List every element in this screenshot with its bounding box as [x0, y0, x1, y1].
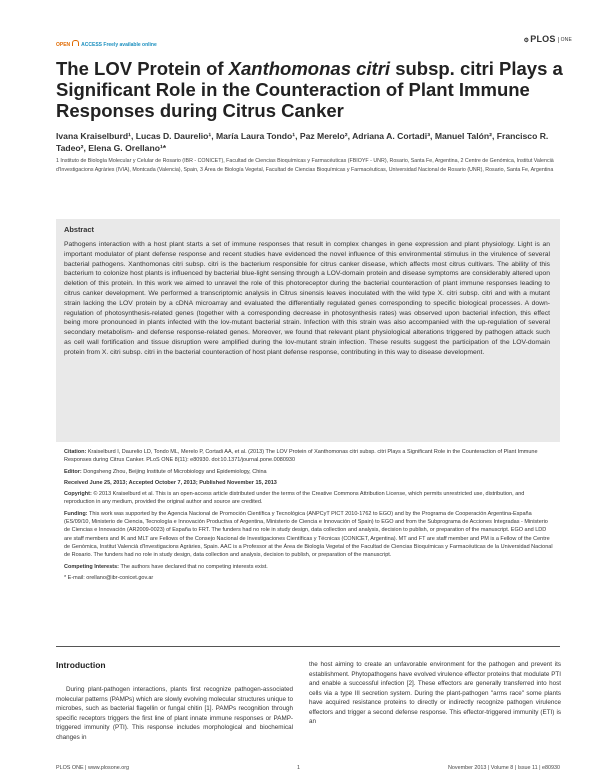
logo-text: PLOS — [530, 34, 556, 44]
author-list: Ivana Kraiselburd¹, Lucas D. Daurelio¹, María Laura Tondo¹, Paz Merelo², Adriana A. Cortadi³, Manuel Talón², Francisco R. Tadeo², Elena G. Orellano¹* — [56, 131, 549, 153]
page-number: 1 — [297, 765, 300, 771]
dates — [64, 479, 554, 487]
title-italic: Xanthomonas citri — [228, 58, 391, 79]
editor-label: Editor: — [64, 468, 82, 475]
competing-label: Competing Interests: — [64, 563, 120, 570]
email[interactable]: * E-mail: orellano@ibr-conicet.gov.ar — [64, 574, 154, 581]
open-access-label: OPEN — [56, 42, 71, 48]
logo-suffix: ONE — [558, 37, 572, 43]
title-part1: The LOV Protein of — [56, 58, 229, 79]
introduction-heading: Introduction — [56, 660, 106, 670]
funding — [64, 510, 554, 560]
plos-one-logo — [524, 34, 572, 44]
article-title — [56, 58, 576, 121]
section-divider — [56, 646, 560, 647]
funding-text: This work was supported by the Agencia Nacional de Promoción Científica y Tecnológica (ANPCyT PICT 2010-1762 to EGO) and by the Programa de Cooperación Argentina-España (ES/09/10, Ministerio de Ciencia, Tecnología e Innovación Productiva of Argentina, Ministerio de Ciencia e Innovación of Spain) to EGO and from the Subprograma de Acciones Integradas - Ministerio de Ciencias e Innovación (AR2009-0023) of España to FRT. The funders had no role in study design, data collection and analysis, decision to publish, or preparation of the manuscript. EGO and LDD are staff members and IK and MLT are Fellows of the Consejo Nacional de Investigaciones Científicas y Técnicas (CONICET, Argentina). MT and FT are staff member and PM is a Fellow of the Centre de Genòmica, Institut Valencià d'Investigacions Agràries, Spain. AAC is a Professor at the Área de Biología Vegetal of the Facultad de Ciencias Bioquímicas y Farmacéuticas de la Universidad Nacional de Rosario. The funders had no role in study design, data collection and analysis, decision to publish, or preparation of the manuscript. — [64, 510, 553, 559]
citation-text: Kraiselburd I, Daurelio LD, Tondo ML, Merelo P, Cortadi AA, et al. (2013) The LOV Protein of Xanthomonas citri subsp. citri Plays a Significant Role in the Counteraction of Plant Immune Responses during Citrus Canker. PLoS ONE 8(11): e80930. doi:10.1371/journal.pone.0080930 — [64, 449, 538, 464]
citation — [64, 448, 554, 465]
editor-text: Dongsheng Zhou, Beijing Institute of Microbiology and Epidemiology, China — [81, 468, 267, 475]
article-metadata — [64, 448, 554, 585]
copyright-text: © 2013 Kraiselburd et al. This is an open-access article distributed under the terms of the Creative Commons Attribution License, which permits unrestricted use, distribution, and reproduction in any medium, provided the original author and source are credited. — [64, 491, 525, 506]
open-access-banner — [56, 40, 157, 48]
editor — [64, 468, 554, 476]
open-lock-icon — [72, 40, 79, 46]
dates-text: Received June 25, 2013; Accepted October 7, 2013; Published November 15, 2013 — [64, 479, 277, 486]
footer-issue: November 2013 | Volume 8 | Issue 11 | e80930 — [448, 765, 560, 771]
citation-label: Citation: — [64, 449, 87, 455]
copyright — [64, 490, 554, 507]
abstract-heading: Abstract — [64, 225, 94, 234]
competing-text: The authors have declared that no competing interests exist. — [119, 563, 268, 570]
plos-mark-icon: ⚙ — [523, 38, 530, 44]
competing-interests — [64, 563, 554, 571]
freely-available-label: ACCESS Freely available online — [81, 42, 157, 48]
intro-column-2: the host aiming to create an unfavorable environment for the pathogen and prevent its establishment. Phytopathogens have evolved virulence effector proteins that modulate PTI and enable a successful infection [2]. These effectors are generally transferred into host cells via a type III secretion system. During the plant-pathogen "arms race" some plants have acquired resistance proteins to directly or indirectly recognize pathogen virulence effectors and trigger a second defense response. This effector-triggered immunity (ETI) is an — [309, 661, 561, 725]
abstract-text: Pathogens interaction with a host plant starts a set of immune responses that result in complex changes in gene expression and plant physiology. Light is an important modulator of plant defense response and recent studies have evidenced the novel influence of this environmental stimulus in the virulence of several bacterial pathogens. Xanthomonas citri subsp. citri is the bacterium responsible for citrus canker disease, which affects most citrus cultivars. The ability of this bacterium to colonize host plants is influenced by bacterial blue-light sensing through a LOV-domain protein and disease symptoms are considerably altered upon deletion of this protein. In this work we aimed to unravel the role of this photoreceptor during the bacterial counteraction of plant immune responses leading to citrus canker development. We performed a transcriptomic analysis in Citrus sinensis leaves inoculated with the wild type X. citri subsp. citri and with a mutant strain lacking the LOV protein by a cDNA microarray and evaluated the differentially regulated genes corresponding to specific biological processes. A down-regulation of photosynthesis-related genes (together with a corresponding decrease in photosynthesis rates) was observed upon bacterial infection, this effect being more pronounced in plants infected with the lov-mutant bacterial strain. Infection with this strain was also accompanied with the up-regulation of several secondary metabolism- and defense response-related genes. Moreover, we found that relevant plant physiological alterations triggered by pathogen attack such as cell wall fortification and tissue disruption were amplified during the lov-mutant strain infection. These results suggest the participation of the LOV-domain protein from X. citri subsp. citri in the bacterial counteraction of host plant defense response, contributing in this way to disease development. — [64, 241, 550, 356]
intro-column-1: During plant-pathogen interactions, plants first recognize pathogen-associated molecular patterns (PAMPs) which are slowly evolving molecular structures unique to microbes, such as bacterial flagellin or fungal chitin [1]. PAMPs recognition through specific receptors triggers the first line of plant innate immune responses or PAMP-triggered immunity (PTI). This response includes morphological and biochemical changes in — [56, 686, 293, 741]
title-part2: subsp. citri Plays a Significant Role in the Counteraction of Plant Immune Responses during Citrus Canker — [56, 58, 563, 121]
funding-label: Funding: — [64, 510, 88, 517]
copyright-label: Copyright: — [64, 491, 92, 498]
footer-journal[interactable]: PLOS ONE | www.plosone.org — [56, 765, 130, 771]
affiliations: 1 Instituto de Biología Molecular y Celular de Rosario (IBR - CONICET), Facultad de Ciencias Bioquímicas y Farmacéuticas (FBIOYF - UNR), Rosario, Santa Fe, Argentina, 2 Centre de Genómica, Institut Valencià d'Investigacions Agràries (IVIA), Montcada (Valencia), Spain, 3 Área de Biología Vegetal, Facultad de Ciencias Bioquímicas y Farmacéuticas, Universidad Nacional de Rosario (UNR), Rosario, Santa Fe, Argentina — [56, 158, 554, 173]
